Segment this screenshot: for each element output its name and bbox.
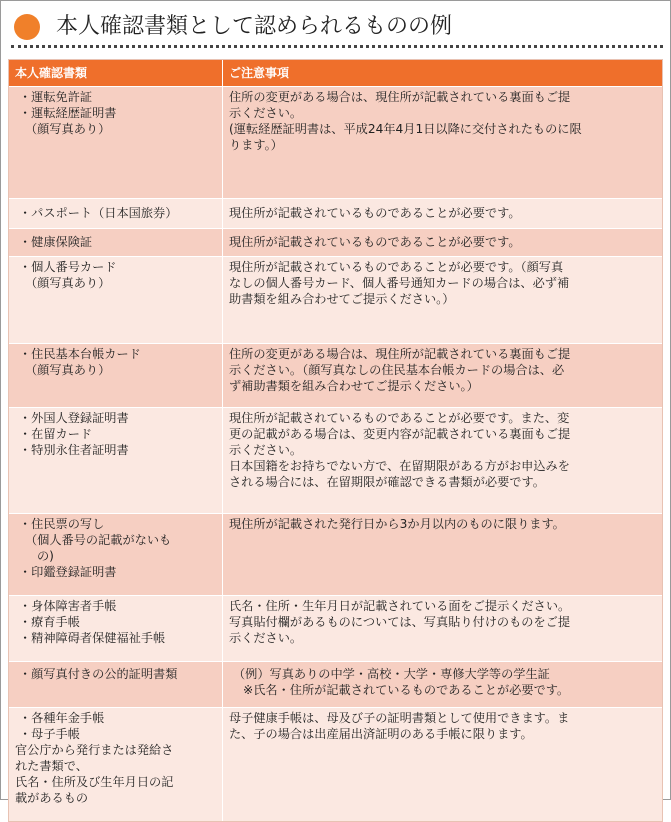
documents-cell: ・個人番号カード （顔写真あり） <box>9 257 222 343</box>
notes-cell: 現住所が記載されているものであることが必要です。また、変 更の記載がある場合は、変更内容が記載されている裏面もご提 示ください。 日本国籍をお持ちでない方で、在留期限がある方がお申込みを される場合には、在留期限が確認できる書類が必要です。 <box>222 408 662 513</box>
documents-cell: ・身体障害者手帳 ・療育手帳 ・精神障碍者保健福祉手帳 <box>9 596 222 661</box>
notes-cell: 母子健康手帳は、母及び子の証明書類として使用できます。ま た、子の場合は出産届出済証明のある手帳に限ります。 <box>222 708 662 821</box>
notes-cell: 氏名・住所・生年月日が記載されている面をご提示ください。 写真貼付欄があるものについては、写真貼り付けのものをご提 示ください。 <box>222 596 662 661</box>
notes-cell: 現住所が記載された発行日から3か月以内のものに限ります。 <box>222 514 662 595</box>
documents-cell: ・パスポート（日本国旅券） <box>9 199 222 228</box>
documents-cell: ・住民基本台帳カード （顔写真あり） <box>9 344 222 407</box>
table-row <box>9 662 662 708</box>
table-row <box>9 514 662 596</box>
table-row <box>9 708 662 821</box>
table-row <box>9 199 662 229</box>
table-row <box>9 344 662 408</box>
orange-bullet-icon <box>14 14 40 40</box>
documents-cell: ・運転免許証 ・運転経歴証明書 （顔写真あり） <box>9 87 222 198</box>
dotted-divider <box>11 45 663 48</box>
documents-cell: ・健康保険証 <box>9 229 222 256</box>
notes-cell: 現住所が記載されているものであることが必要です。 <box>222 229 662 256</box>
table-row <box>9 229 662 257</box>
page-title: 本人確認書類として認められるものの例 <box>56 14 453 39</box>
documents-cell: ・住民票の写し （個人番号の記載がないも の) ・印鑑登録証明書 <box>9 514 222 595</box>
table-row <box>9 87 662 199</box>
notes-cell: 住所の変更がある場合は、現住所が記載されている裏面もご提 示ください。 (運転経歴証明書は、平成24年4月1日以降に交付されたものに限 ります。） <box>222 87 662 198</box>
notes-cell: 現住所が記載されているものであることが必要です。 <box>222 199 662 228</box>
documents-cell: ・顔写真付きの公的証明書類 <box>9 662 222 707</box>
header-notes: ご注意事項 <box>222 60 662 86</box>
notes-cell: （例）写真ありの中学・高校・大学・専修大学等の学生証 ※氏名・住所が記載されているものであることが必要です。 <box>222 662 662 707</box>
id-documents-table <box>8 59 663 822</box>
header-documents: 本人確認書類 <box>9 60 222 86</box>
table-row <box>9 596 662 662</box>
notes-cell: 住所の変更がある場合は、現住所が記載されている裏面もご提 示ください。（顔写真なしの住民基本台帳カードの場合は、必 ず補助書類を組み合わせてご提示ください。） <box>222 344 662 407</box>
table-row <box>9 408 662 514</box>
table-row <box>9 257 662 344</box>
documents-cell: ・各種年金手帳 ・母子手帳 官公庁から発行または発給さ れた書類で、 氏名・住所及び生年月日の記 載があるもの <box>9 708 222 821</box>
title-row <box>1 1 670 55</box>
notes-cell: 現住所が記載されているものであることが必要です。（顔写真 なしの個人番号カード、個人番号通知カードの場合は、必ず補 助書類を組み合わせてご提示ください。） <box>222 257 662 343</box>
documents-cell: ・外国人登録証明書 ・在留カード ・特別永住者証明書 <box>9 408 222 513</box>
table-header-row <box>9 60 662 87</box>
